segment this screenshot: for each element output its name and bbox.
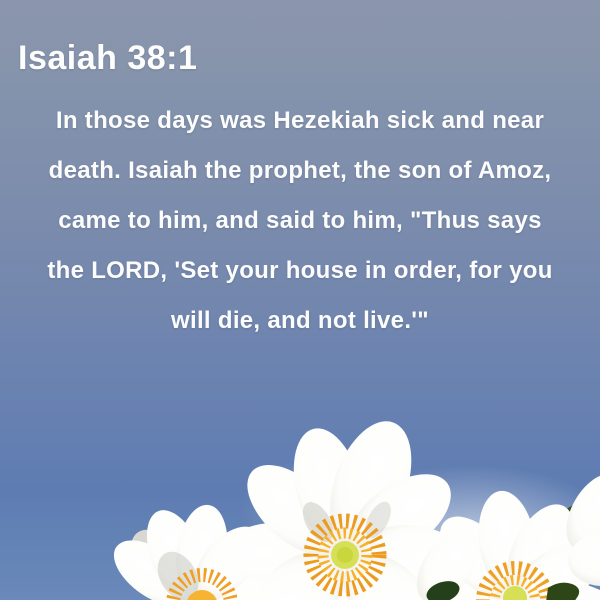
verse-line: will die, and not live.'" [171, 307, 429, 334]
verse-text [0, 96, 600, 346]
verse-line: death. Isaiah the prophet, the son of Amoz, [48, 157, 552, 184]
verse-reference: Isaiah 38:1 [18, 38, 198, 77]
verse-line: the LORD, 'Set your house in order, for you [47, 257, 553, 284]
verse-line: In those days was Hezekiah sick and near [55, 107, 545, 134]
flowers-photo [0, 370, 600, 600]
verse-line: came to him, and said to him, "Thus says [58, 207, 542, 234]
